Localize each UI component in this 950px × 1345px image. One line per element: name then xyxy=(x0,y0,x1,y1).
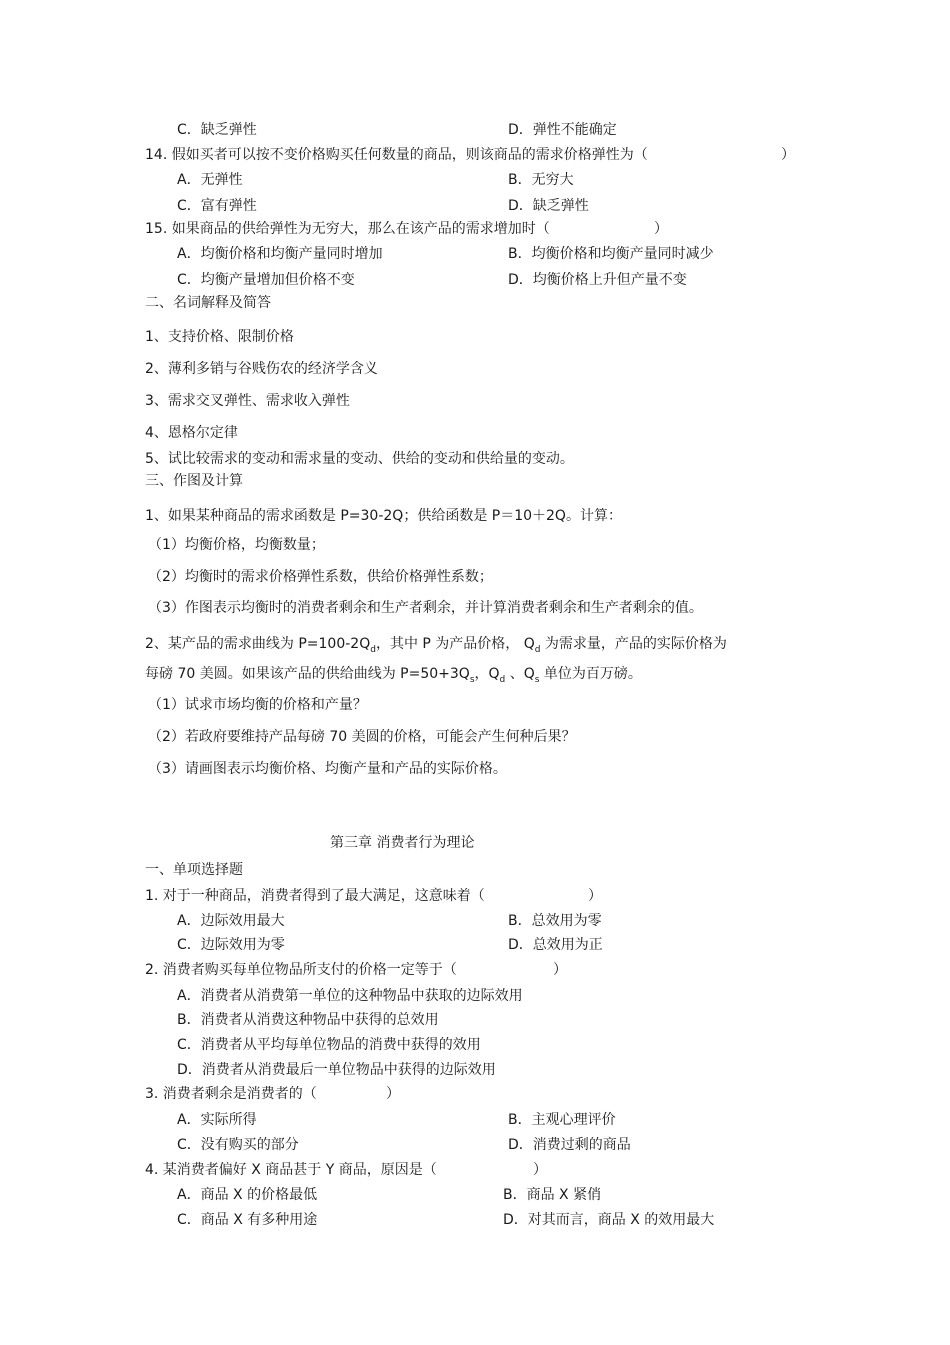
q13-option-c: C．缺乏弹性 xyxy=(177,122,257,138)
ch3-q4-option-a: A．商品 X 的价格最低 xyxy=(177,1187,318,1203)
problem2-line2-part-c: 、Q xyxy=(505,666,535,682)
subscript-d: d xyxy=(534,644,541,655)
q15-close: ） xyxy=(654,221,668,237)
ch3-q2-option-d: D．消费者从消费最后一单位物品中获得的边际效用 xyxy=(177,1062,496,1078)
q15-option-d: D．均衡价格上升但产量不变 xyxy=(508,272,687,288)
ch3-q1-option-d: D．总效用为正 xyxy=(508,937,603,953)
q14-close: ） xyxy=(781,147,795,163)
subscript-d: d xyxy=(499,674,506,685)
problem2-sub-3: （3）请画图表示均衡价格、均衡产量和产品的实际价格。 xyxy=(148,761,507,777)
ch3-q2-option-c: C．消费者从平均每单位物品的消费中获得的效用 xyxy=(177,1037,481,1053)
ch3-q3-option-c: C．没有购买的部分 xyxy=(177,1137,299,1153)
problem2-line1-part-c: 为需求量，产品的实际价格为 xyxy=(540,636,727,652)
q13-option-d: D．弹性不能确定 xyxy=(508,122,617,138)
problem2-line1-part-b: ，其中 P 为产品价格， Q xyxy=(375,636,535,652)
ch3-q1-stem: 1. 对于一种商品，消费者得到了最大满足，这意味着（ xyxy=(145,888,485,904)
ch3-q1-option-a: A．边际效用最大 xyxy=(177,913,285,929)
problem1-sub-2: （2）均衡时的需求价格弹性系数，供给价格弹性系数； xyxy=(148,569,493,585)
q14-option-b: B．无穷大 xyxy=(508,172,574,188)
problem2-line2-part-d: 单位为百万磅。 xyxy=(539,666,642,682)
q15-option-b: B．均衡价格和均衡产量同时减少 xyxy=(508,246,714,262)
q14-stem: 14. 假如买者可以按不变价格购买任何数量的商品，则该商品的需求价格弹性为（ xyxy=(145,147,648,163)
ch3-q1-close: ） xyxy=(588,888,602,904)
q14-option-d: D．缺乏弹性 xyxy=(508,198,589,214)
subscript-s: s xyxy=(534,674,540,685)
problem2-sub-2: （2）若政府要维持产品每磅 70 美圆的价格，可能会产生何种后果？ xyxy=(148,729,576,745)
problem2-line2-part-a: 每磅 70 美圆。如果该产品的供给曲线为 P=50+3Q xyxy=(145,666,470,682)
ch3-q4-close: ） xyxy=(533,1162,547,1178)
problem1-sub-1: （1）均衡价格，均衡数量； xyxy=(148,537,325,553)
q15-option-c: C．均衡产量增加但价格不变 xyxy=(177,272,355,288)
subscript-s: s xyxy=(469,674,475,685)
ch3-q2-stem: 2. 消费者购买每单位物品所支付的价格一定等于（ xyxy=(145,962,457,978)
chapter-title: 第三章 消费者行为理论 xyxy=(330,835,475,851)
ch3-q4-option-d: D．对其而言，商品 X 的效用最大 xyxy=(503,1212,715,1228)
ch3-q4-stem: 4. 某消费者偏好 X 商品甚于 Y 商品，原因是（ xyxy=(145,1162,437,1178)
ch3-q2-option-a: A．消费者从消费第一单位的这种物品中获取的边际效用 xyxy=(177,988,523,1004)
problem2-line-1 xyxy=(145,635,727,659)
ch3-q3-option-a: A．实际所得 xyxy=(177,1112,257,1128)
q14-option-c: C．富有弹性 xyxy=(177,198,257,214)
chapter3-section1-heading: 一、单项选择题 xyxy=(145,862,243,878)
ch3-q3-option-d: D．消费过剩的商品 xyxy=(508,1137,631,1153)
q15-stem: 15. 如果商品的供给弹性为无穷大，那么在该产品的需求增加时（ xyxy=(145,221,550,237)
problem2-line-2 xyxy=(145,665,642,689)
ch3-q2-option-b: B．消费者从消费这种物品中获得的总效用 xyxy=(177,1012,439,1028)
q15-option-a: A．均衡价格和均衡产量同时增加 xyxy=(177,246,383,262)
ch3-q4-option-b: B．商品 X 紧俏 xyxy=(503,1187,602,1203)
problem1-sub-3: （3）作图表示均衡时的消费者剩余和生产者剩余，并计算消费者剩余和生产者剩余的值。 xyxy=(148,600,703,616)
ch3-q4-option-c: C．商品 X 有多种用途 xyxy=(177,1212,318,1228)
problem1-stem: 1、如果某种商品的需求函数是 P=30-2Q；供给函数是 P＝10＋2Q。计算： xyxy=(145,508,622,524)
problem2-sub-1: （1）试求市场均衡的价格和产量？ xyxy=(148,697,367,713)
problem2-line1-part-a: 2、某产品的需求曲线为 P=100-2Q xyxy=(145,636,371,652)
section2-heading: 二、名词解释及简答 xyxy=(145,295,271,311)
section2-item-5: 5、试比较需求的变动和需求量的变动、供给的变动和供给量的变动。 xyxy=(145,451,574,467)
q14-option-a: A．无弹性 xyxy=(177,172,243,188)
ch3-q2-close: ） xyxy=(553,962,567,978)
ch3-q3-stem: 3. 消费者剩余是消费者的（ xyxy=(145,1086,317,1102)
ch3-q3-option-b: B．主观心理评价 xyxy=(508,1112,616,1128)
section2-item-4: 4、恩格尔定律 xyxy=(145,425,238,441)
ch3-q1-option-c: C．边际效用为零 xyxy=(177,937,285,953)
section2-item-3: 3、需求交叉弹性、需求收入弹性 xyxy=(145,393,350,409)
section2-item-1: 1、支持价格、限制价格 xyxy=(145,329,294,345)
problem2-line2-part-b: ，Q xyxy=(474,666,500,682)
section3-heading: 三、作图及计算 xyxy=(145,473,243,489)
subscript-d: d xyxy=(370,644,376,655)
ch3-q3-close: ） xyxy=(386,1086,400,1102)
section2-item-2: 2、薄利多销与谷贱伤农的经济学含义 xyxy=(145,361,378,377)
ch3-q1-option-b: B．总效用为零 xyxy=(508,913,602,929)
